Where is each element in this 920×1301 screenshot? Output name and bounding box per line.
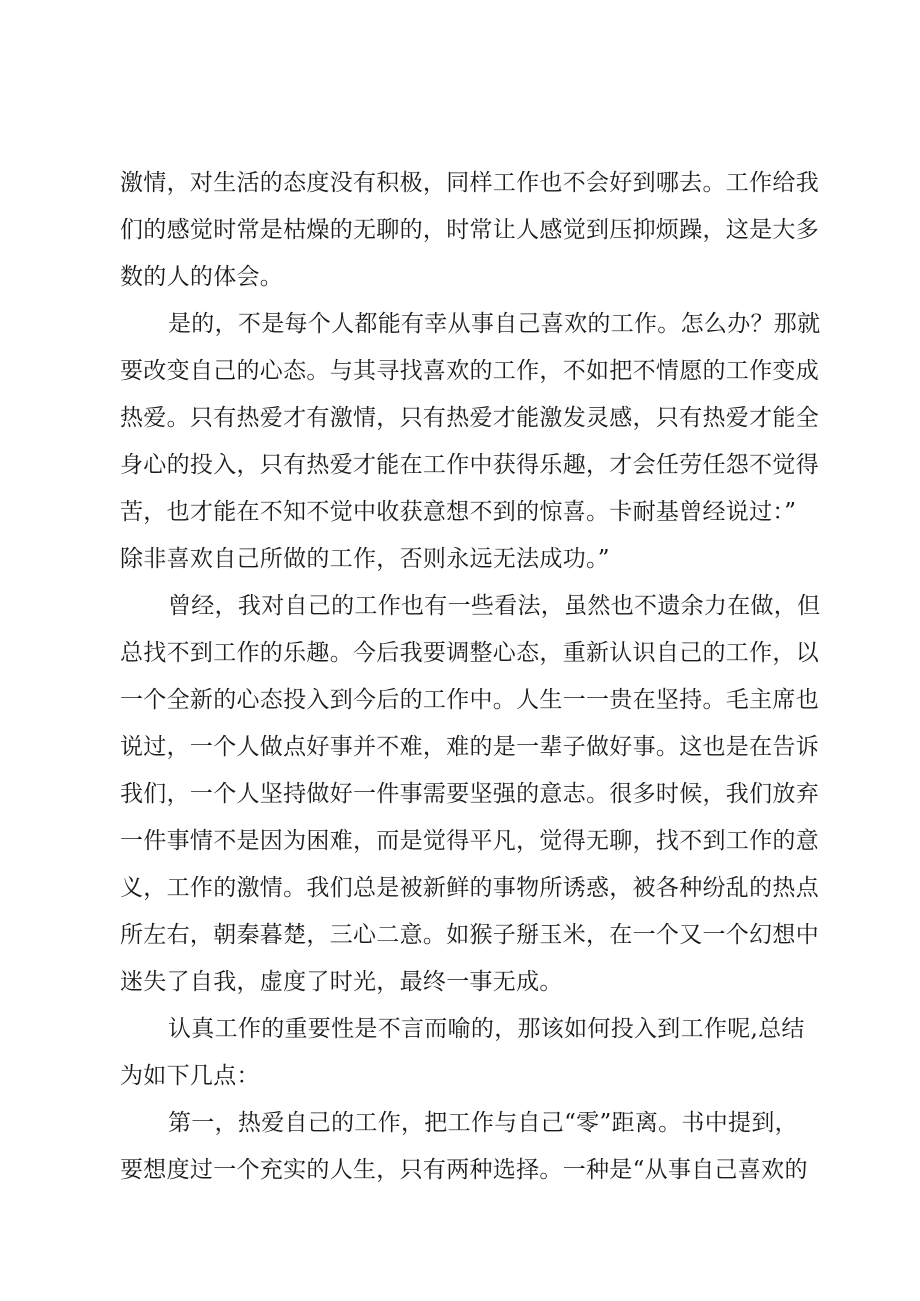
text-line: 要想度过一个充实的人生，只有两种选择。一种是“从事自己喜欢的 xyxy=(120,1157,808,1183)
text-line: 迷失了自我，虚度了时光，最终一事无成。 xyxy=(120,969,563,995)
text-line: 除非喜欢自己所做的工作，否则永远无法成功。” xyxy=(120,546,610,572)
text-line: 说过，一个人做点好事并不难，难的是一辈子做好事。这也是在告诉 xyxy=(120,734,819,760)
text-line: 为如下几点： xyxy=(120,1063,260,1089)
text-line: 热爱。只有热爱才有激情，只有热爱才能激发灵感，只有热爱才能全 xyxy=(120,405,819,431)
text-line: 一个全新的心态投入到今后的工作中。人生一一贵在坚持。毛主席也 xyxy=(120,687,819,713)
text-line: 总找不到工作的乐趣。今后我要调整心态，重新认识自己的工作，以 xyxy=(120,640,819,666)
text-line: 们的感觉时常是枯燥的无聊的，时常让人感觉到压抑烦躁，这是大多 xyxy=(120,217,819,243)
text-line: 身心的投入，只有热爱才能在工作中获得乐趣，才会任劳任怨不觉得 xyxy=(120,452,819,478)
text-line: 所左右，朝秦暮楚，三心二意。如猴子掰玉米，在一个又一个幻想中 xyxy=(120,922,819,948)
text-line: 数的人的体会。 xyxy=(120,264,284,290)
text-line: 第一，热爱自己的工作，把工作与自己“零”距离。书中提到， xyxy=(168,1110,798,1136)
text-line: 认真工作的重要性是不言而喻的，那该如何投入到工作呢,总结 xyxy=(168,1016,805,1042)
text-line: 义，工作的激情。我们总是被新鲜的事物所诱惑，被各种纷乱的热点 xyxy=(120,875,819,901)
document-body xyxy=(120,160,820,1194)
text-line: 要改变自己的心态。与其寻找喜欢的工作，不如把不情愿的工作变成 xyxy=(120,358,819,384)
text-line: 苦，也才能在不知不觉中收获意想不到的惊喜。卡耐基曾经说过：” xyxy=(120,499,797,525)
text-line: 我们，一个人坚持做好一件事需要坚强的意志。很多时候，我们放弃 xyxy=(120,781,819,807)
text-line: 一件事情不是因为困难，而是觉得平凡，觉得无聊，找不到工作的意 xyxy=(120,828,819,854)
text-line: 曾经，我对自己的工作也有一些看法，虽然也不遗余力在做，但 xyxy=(168,593,821,619)
text-line: 是的，不是每个人都能有幸从事自己喜欢的工作。怎么办？那就 xyxy=(168,311,821,337)
text-line: 激情，对生活的态度没有积极，同样工作也不会好到哪去。工作给我 xyxy=(120,170,819,196)
